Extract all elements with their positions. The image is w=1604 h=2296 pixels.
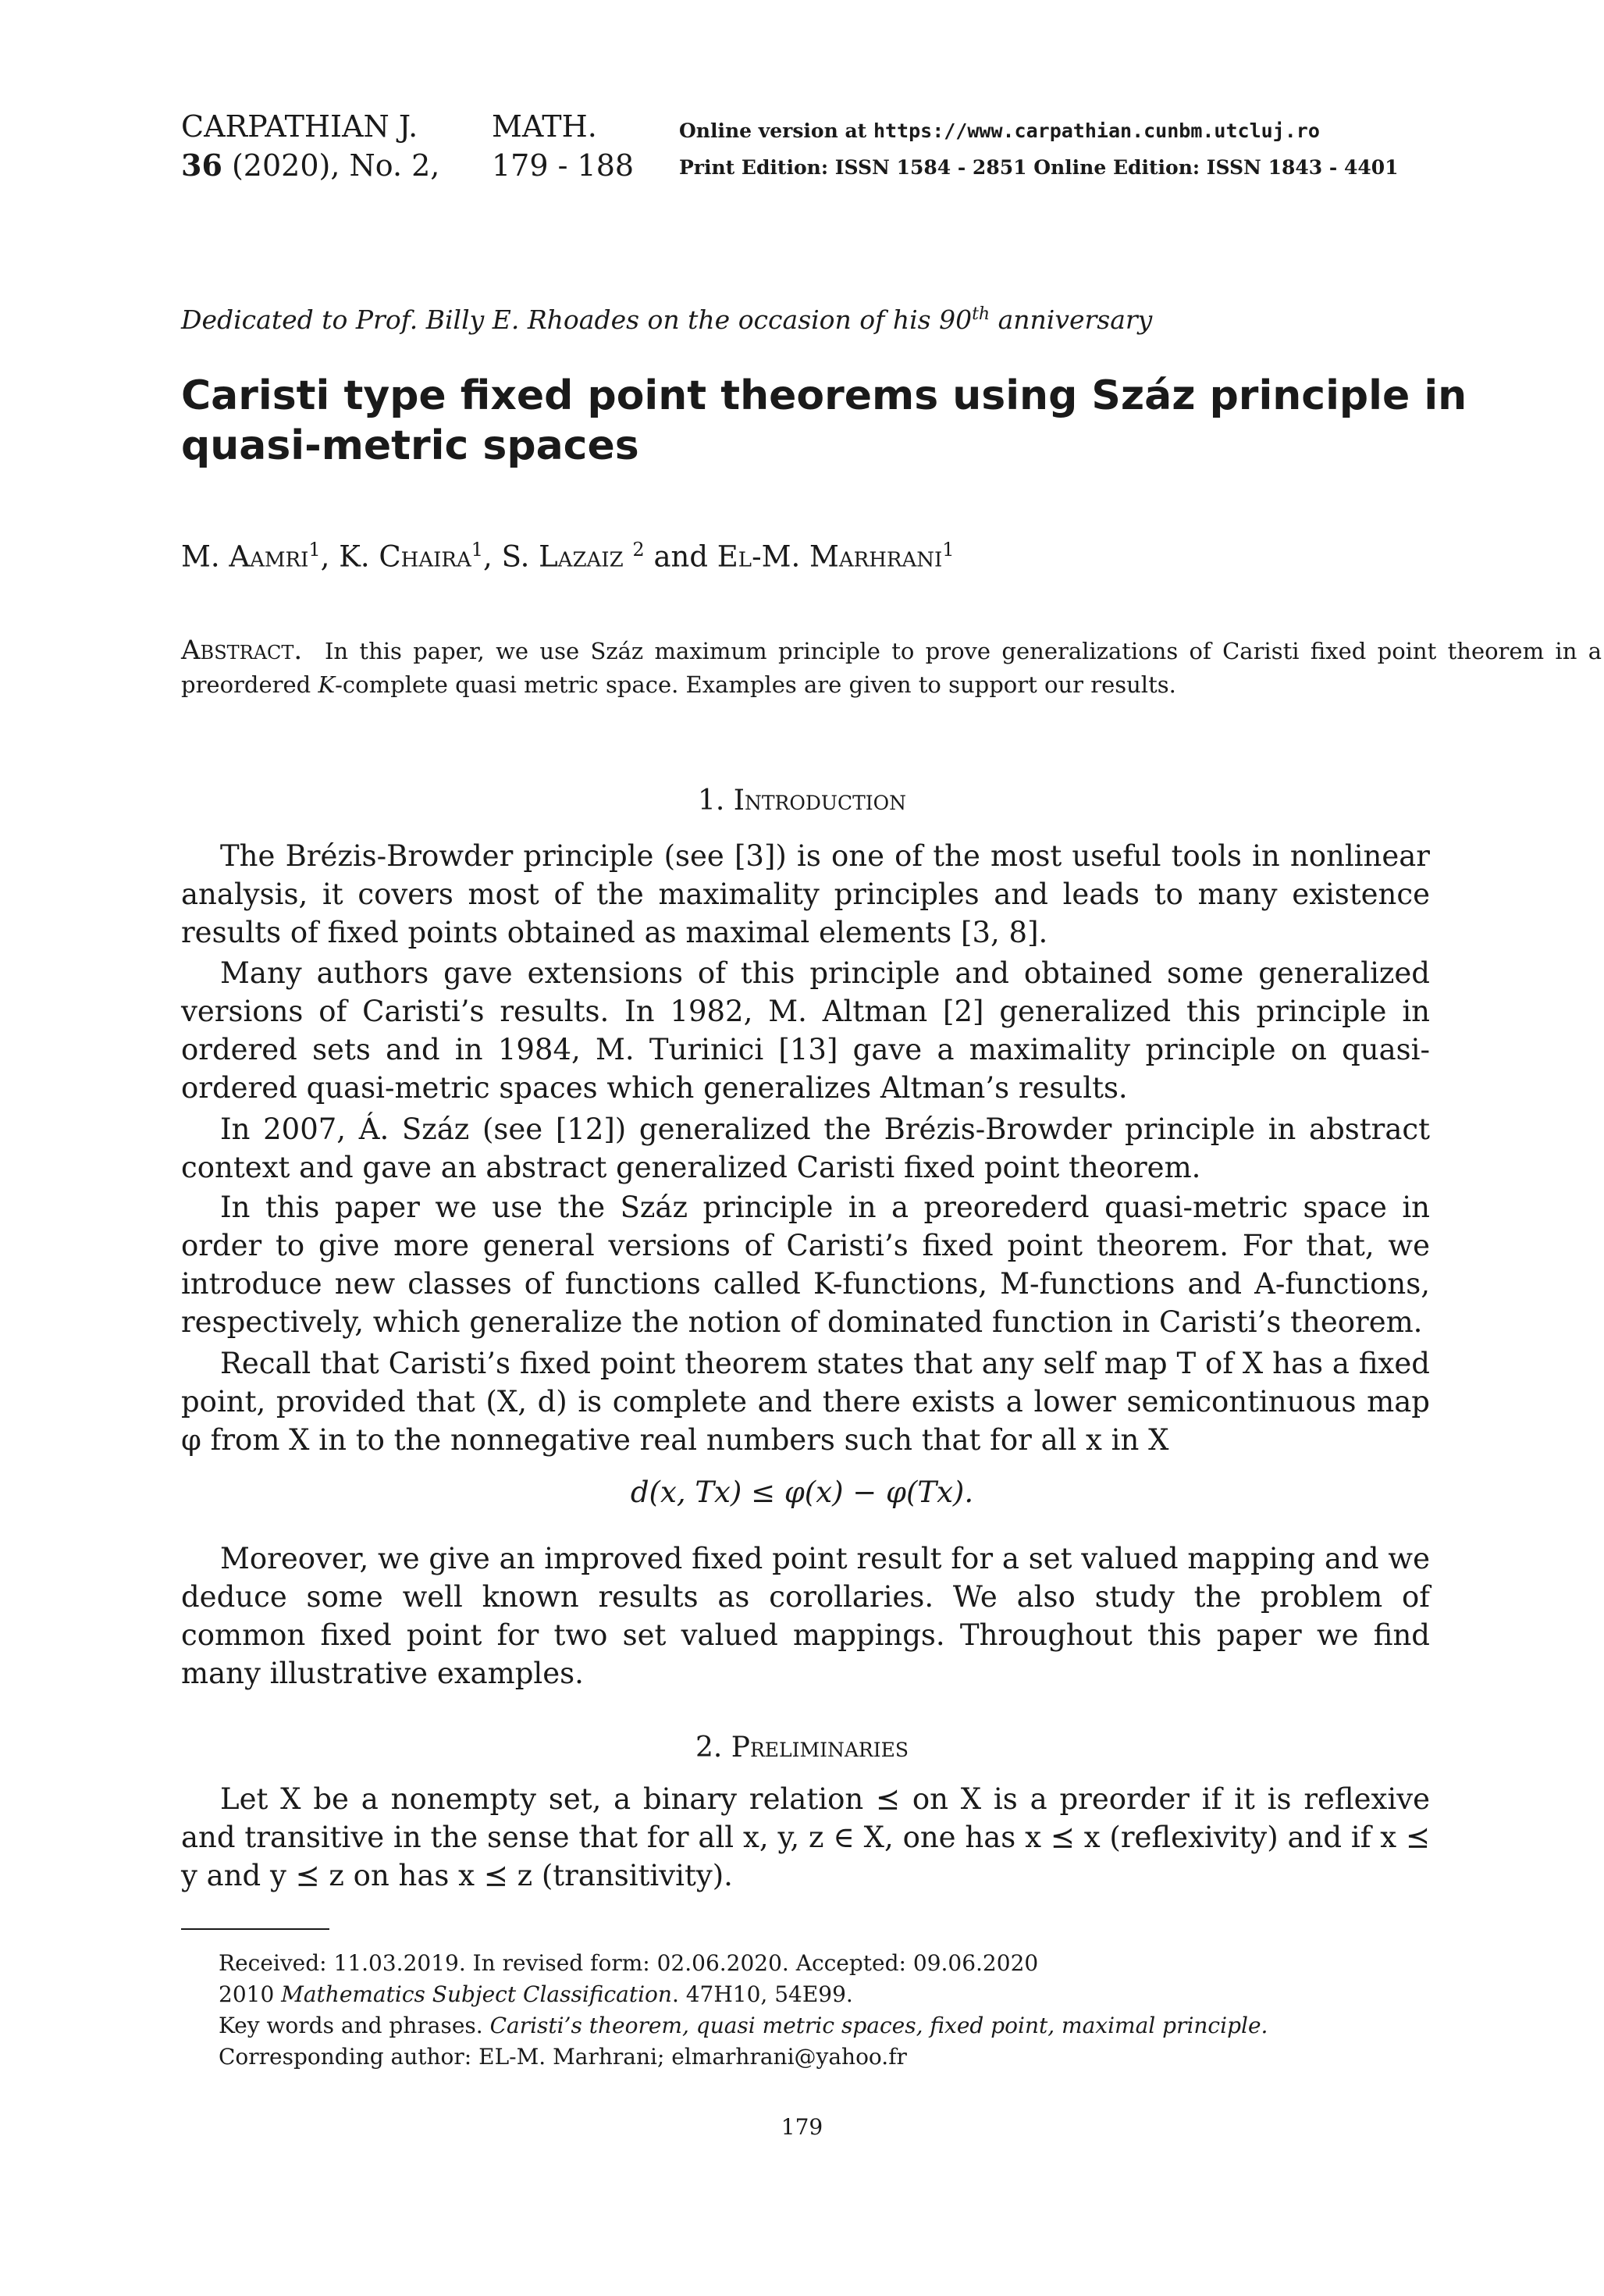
footnote-keywords — [219, 2010, 1268, 2041]
dedication-text: Dedicated to Prof. Billy E. Rhoades on the occasion of his 90 — [181, 304, 973, 335]
aff-mark: 1 — [942, 539, 955, 561]
intro-paragraph-5: Recall that Caristi’s fixed point theorem states that any self map T of X has a fixed point, provided that (X, d) is complete and there exists a lower semicontinuous map φ from X in to the nonnegative real numbers such that for all x in X — [181, 1347, 1430, 1457]
intro-paragraph-2: Many authors gave extensions of this principle and obtained some generalized versions of Caristi’s results. In 1982, M. Altman [2] generalized this principle in ordered sets and in 1984, M. Turinici [13] gave a maximality principle on quasi-ordered quasi-metric spaces which generalizes Altman’s results. — [181, 956, 1430, 1105]
abstract-label: Abstract. — [181, 635, 303, 666]
author-aamri: M. Aamri — [181, 539, 309, 574]
intro-paragraph-6: Moreover, we give an improved fixed point result for a set valued mapping and we deduce some well known results as corollaries. We also study the problem of common fixed point for two set valued mappings. Throughout this paper we find many illustrative examples. — [181, 1542, 1430, 1690]
page-range: 179 - 188 — [492, 148, 635, 183]
section-heading-introduction: 1. Introduction — [697, 785, 907, 817]
author-marhrani: El-M. Marhrani — [717, 539, 943, 574]
keywords-text: Caristi’s theorem, quasi metric spaces, fixed point, maximal principle. — [489, 2013, 1268, 2038]
intro-paragraph-3: In 2007, Á. Száz (see [12]) generalized the Brézis-Browder principle in abstract context and gave an abstract generalized Caristi fixed point theorem. — [181, 1112, 1430, 1184]
aff-mark: 1 — [308, 539, 321, 561]
dedication-sup: th — [972, 304, 990, 324]
paper-title: Caristi type fixed point theorems using Száz principle in quasi-metric spaces — [181, 372, 1467, 469]
preliminaries-paragraph-1: Let X be a nonempty set, a binary relation ⪯ on X is a preorder if it is reflexive and transitive in the sense that for all x, y, z ∈ X, one has x ⪯ x (reflexivity) and if x ⪯ y and y ⪯ z on has x ⪯ z (transitivity). — [181, 1782, 1430, 1892]
footnote-rule — [181, 1928, 329, 1930]
volume-number: 36 — [181, 148, 222, 183]
footnote-corresponding: Corresponding author: EL-M. Marhrani; elmarhrani@yahoo.fr — [219, 2044, 907, 2070]
abstract-text: In this paper, we use Száz maximum principle to prove generalizations of Caristi fixed point theorem in a preordered — [181, 638, 1602, 698]
footnote-received: Received: 11.03.2019. In revised form: 02.06.2020. Accepted: 09.06.2020 — [219, 1950, 1039, 1976]
abstract-text-2: -complete quasi metric space. Examples are given to support our results. — [335, 671, 1176, 698]
keywords-label: Key words and phrases. — [219, 2013, 483, 2038]
display-equation: d(x, Tx) ≤ φ(x) − φ(Tx). — [630, 1475, 974, 1509]
dedication-tail: anniversary — [990, 304, 1153, 335]
intro-paragraph-4: In this paper we use the Száz principle in a preorederd quasi-metric space in order to give more general versions of Caristi’s fixed point theorem. For that, we introduce new classes of functions called K-functions, M-functions and A-functions, respectively, which generalize the notion of dominated function in Caristi’s theorem. — [181, 1191, 1430, 1339]
abstract-math: K — [318, 671, 336, 698]
print-edition: Print Edition: ISSN 1584 - 2851 Online Edition: ISSN 1843 - 4401 — [679, 156, 1399, 179]
msc-year: 2010 — [219, 1981, 275, 2007]
journal-volume-line — [181, 148, 439, 183]
page-number: 179 — [781, 2114, 823, 2140]
abstract — [181, 634, 1602, 702]
author-chaira: K. Chaira — [339, 539, 471, 574]
section-heading-preliminaries: 2. Preliminaries — [695, 1732, 909, 1764]
online-version — [679, 119, 1320, 142]
online-label: Online version at — [679, 119, 867, 142]
authors: M. Aamri$^1$, K. Chaira$^1$, S. Lazaiz $^2$ and El-M. Marhrani$^1$ — [181, 539, 955, 574]
intro-paragraph-1: The Brézis-Browder principle (see [3]) is one of the most useful tools in nonlinear analysis, it covers most of the maximality principles and leads to many existence results of fixed points obtained as maximal elements [3, 8]. — [181, 839, 1430, 949]
year-issue: (2020), No. 2, — [231, 148, 440, 183]
msc-codes: . 47H10, 54E99. — [671, 1981, 853, 2007]
aff-mark: 1 — [471, 539, 484, 561]
dedication — [181, 304, 1152, 335]
and-text: and — [653, 539, 709, 574]
author-lazaiz: S. Lazaiz — [501, 539, 624, 574]
aff-mark: 2 — [632, 539, 645, 561]
msc-label: Mathematics Subject Classification — [281, 1981, 672, 2007]
journal-name: CARPATHIAN J. — [181, 109, 418, 144]
online-url[interactable]: https://www.carpathian.cunbm.utcluj.ro — [873, 119, 1320, 142]
journal-math: MATH. — [492, 109, 597, 144]
footnote-msc — [219, 1979, 853, 2009]
